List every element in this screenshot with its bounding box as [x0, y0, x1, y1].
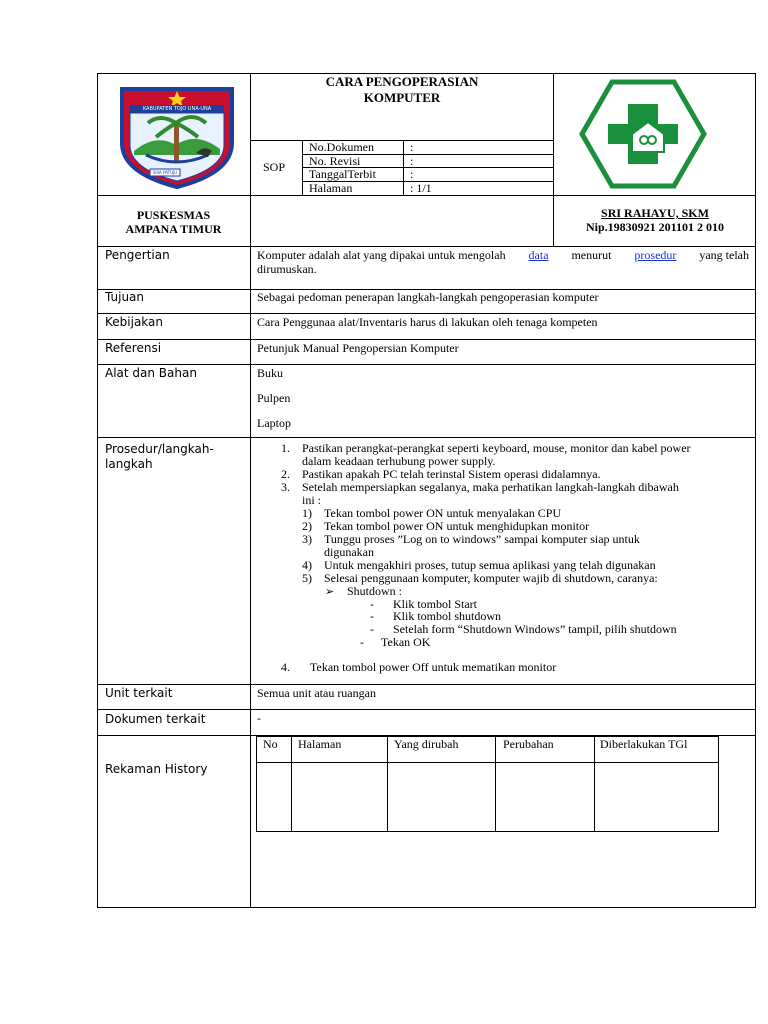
shutdown-dash: -	[370, 609, 374, 623]
substep-number: 4)	[302, 558, 312, 572]
frame-left	[97, 73, 98, 908]
row-label-referensi: Referensi	[105, 341, 162, 355]
referensi-text: Petunjuk Manual Pengopersian Komputer	[257, 341, 459, 355]
signer-name: SRI RAHAYU, SKM	[601, 206, 709, 220]
substep-text: digunakan	[324, 545, 374, 559]
substep-text: Selesai penggunaan komputer, komputer wajib di shutdown, caranya:	[324, 571, 658, 585]
doc-field-value-2: :	[410, 167, 414, 181]
shutdown-item: Klik tombol Start	[393, 597, 477, 611]
substep-number: 2)	[302, 519, 312, 533]
row-label-pengertian: Pengertian	[105, 248, 170, 262]
step-number: 2.	[281, 467, 290, 481]
logo-text-bottom: SIVA PATUJU	[152, 170, 178, 175]
regency-logo	[116, 83, 238, 191]
substep-text: Tekan tombol power ON untuk menghidupkan monitor	[324, 519, 590, 533]
substep-number: 5)	[302, 571, 312, 585]
alat-item: Pulpen	[257, 391, 291, 405]
substep-number: 3)	[302, 532, 312, 546]
pengertian-text: Komputer adalah alat yang dipakai untuk mengolah data menurut prosedur yang telah	[257, 248, 749, 262]
doc-field-label-0: No.Dokumen	[309, 140, 374, 154]
step-text: dalam keadaan terhubung power supply.	[302, 454, 496, 468]
frame-right	[755, 73, 756, 908]
page-title-line1: CARA PENGOPERASIAN	[325, 74, 479, 89]
org-name-line2: AMPANA TIMUR	[125, 222, 222, 236]
column-divider	[250, 73, 251, 908]
doc-field-value-3: : 1/1	[410, 181, 432, 195]
doc-field-label-1: No. Revisi	[309, 154, 361, 168]
doc-field-label-2: TanggalTerbit	[309, 167, 376, 181]
doc-field-value-1: :	[410, 154, 414, 168]
header-row2-bottom	[97, 246, 756, 247]
substep-text: Untuk mengakhiri proses, tutup semua aplikasi yang telah digunakan	[324, 558, 656, 572]
step-text: Pastikan apakah PC telah terinstal Sistem operasi didalamnya.	[302, 467, 601, 481]
shutdown-dash: -	[370, 622, 374, 636]
kebijakan-text: Cara Penggunaa alat/Inventaris harus di lakukan oleh tenaga kompeten	[257, 315, 598, 329]
puskesmas-logo	[578, 78, 708, 190]
history-header: Diberlakukan TGl	[600, 737, 688, 751]
arrow-bullet-icon: ➢	[325, 585, 335, 598]
step-number: 3.	[281, 480, 290, 494]
signer-nip: Nip.19830921 201101 2 010	[585, 220, 724, 234]
alat-item: Buku	[257, 366, 284, 380]
step-text: Pastikan perangkat-perangkat seperti keyboard, mouse, monitor dan kabel power	[302, 441, 691, 455]
row-label-unit: Unit terkait	[105, 686, 173, 700]
history-header: Yang dirubah	[394, 737, 459, 751]
header-title-bottom	[250, 140, 554, 141]
substep-number: 1)	[302, 506, 312, 520]
pengertian-text-line2: dirumuskan.	[257, 262, 317, 276]
header-row1-bottom	[97, 195, 756, 196]
row-label-alat: Alat dan Bahan	[105, 366, 197, 380]
history-header: No	[263, 737, 278, 751]
step-number: 1.	[281, 441, 290, 455]
shutdown-item: Klik tombol shutdown	[393, 609, 502, 623]
unit-text: Semua unit atau ruangan	[257, 686, 376, 700]
row-label-dokumen: Dokumen terkait	[105, 712, 206, 726]
page-title-line2: KOMPUTER	[363, 90, 441, 105]
step-text: Setelah mempersiapkan segalanya, maka perhatikan langkah-langkah dibawah	[302, 480, 679, 494]
row-label-kebijakan: Kebijakan	[105, 315, 163, 329]
tujuan-text: Sebagai pedoman penerapan langkah-langkah pengoperasian komputer	[257, 290, 599, 304]
sop-label: SOP	[263, 160, 286, 174]
history-header: Halaman	[298, 737, 342, 751]
shutdown-item: Setelah form “Shutdown Windows” tampil, pilih shutdown	[393, 622, 677, 636]
doc-field-value-0: :	[410, 140, 414, 154]
row-label-rekaman: Rekaman History	[105, 762, 208, 776]
frame-bottom	[97, 907, 756, 908]
step-text: ini :	[302, 493, 322, 507]
shutdown-heading: Shutdown :	[347, 584, 403, 598]
link-data[interactable]: data	[528, 248, 549, 262]
substep-text: Tekan tombol power ON untuk menyalakan CPU	[324, 506, 562, 520]
alat-item: Laptop	[257, 416, 291, 430]
row-label-prosedur-2: langkah	[105, 457, 153, 471]
logo-text-top: KABUPATEN TOJO UNA-UNA	[142, 106, 212, 112]
link-prosedur[interactable]: prosedur	[634, 248, 677, 262]
doc-field-label-3: Halaman	[309, 181, 353, 195]
dokumen-text: -	[257, 711, 261, 725]
row-label-tujuan: Tujuan	[105, 290, 145, 304]
row-label-prosedur-1: Prosedur/langkah-	[105, 442, 214, 456]
step-text: Tekan tombol power Off untuk mematikan monitor	[310, 660, 557, 674]
step-number: 4.	[281, 660, 290, 674]
org-name-line1: PUSKESMAS	[136, 208, 211, 222]
history-header: Perubahan	[503, 737, 554, 751]
ok-step: Tekan OK	[381, 635, 431, 649]
ok-dash: -	[360, 635, 364, 649]
substep-text: Tunggu proses ”Log on to windows” sampai komputer siap untuk	[324, 532, 640, 546]
shutdown-dash: -	[370, 597, 374, 611]
